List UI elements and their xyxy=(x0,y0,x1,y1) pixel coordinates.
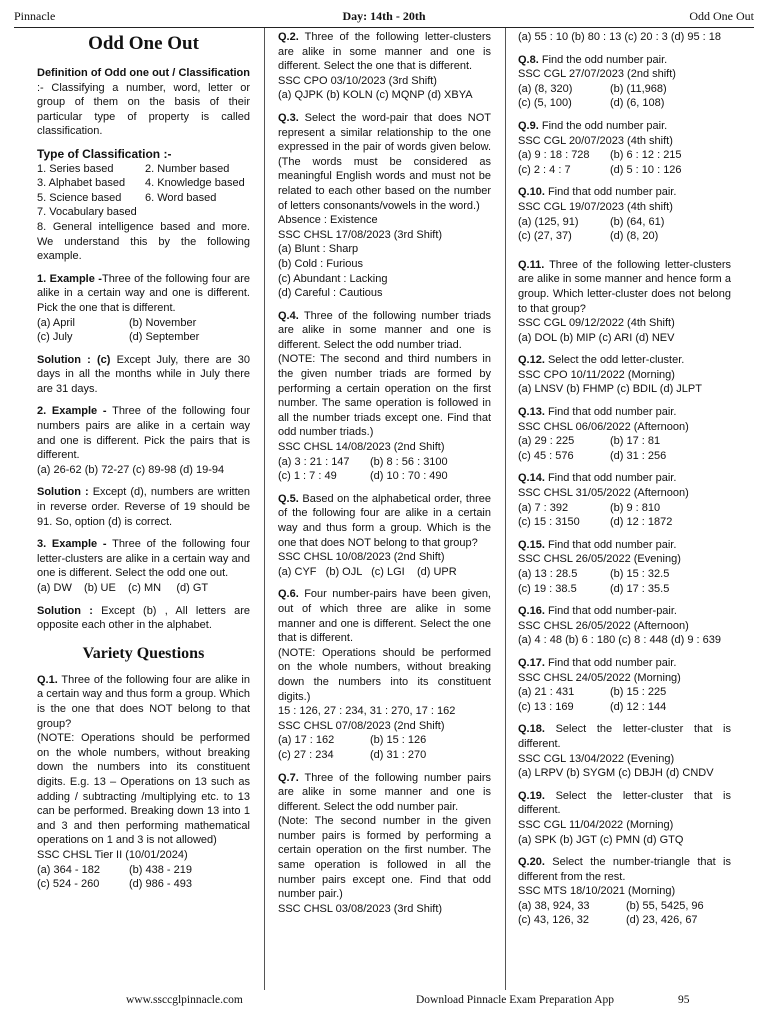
option: (d) 10 : 70 : 490 xyxy=(370,470,448,483)
solution-text: Except (b) , All letters are opposite each other in the alphabet. xyxy=(37,604,250,632)
question-16 xyxy=(518,604,731,619)
question-18 xyxy=(518,722,731,751)
type-item: 1. Series based xyxy=(37,162,114,175)
option: (c) 15 : 3150 xyxy=(518,516,580,529)
definition-label: Definition of Odd one out / Classification xyxy=(37,67,250,79)
question-text: Four number-pairs have been given, out of which three are alike in some manner and one is different. Select the one that is different. xyxy=(278,588,491,645)
question-11 xyxy=(518,258,731,316)
question-label: Q.18. xyxy=(518,723,545,736)
question-source: SSC MTS 18/10/2021 (Morning) xyxy=(518,885,676,898)
page-header xyxy=(14,9,754,27)
header-chapter: Odd One Out xyxy=(689,9,754,23)
option: (c) 19 : 38.5 xyxy=(518,582,577,595)
question-label: Q.12. xyxy=(518,354,545,367)
question-label: Q.17. xyxy=(518,656,545,669)
type-item: 8. General intelligence based and more. We understand this by the following example. xyxy=(37,220,250,263)
example-text: Three of the following four are alike in a certain way and one is different. Pick the one that is different. xyxy=(37,272,250,314)
question-4 xyxy=(278,309,491,353)
option: (b) (64, 61) xyxy=(610,215,665,228)
variety-heading: Variety Questions xyxy=(82,644,205,662)
solution-2 xyxy=(37,485,250,529)
question-source: SSC CHSL 14/08/2023 (2nd Shift) xyxy=(278,441,445,454)
option: (a) 7 : 392 xyxy=(518,501,569,514)
question-19-options: (a) SPK (b) JGT (c) PMN (d) GTQ xyxy=(518,833,684,846)
question-source: SSC CHSL 17/08/2023 (3rd Shift) xyxy=(278,228,443,241)
option: (b) Cold : Furious xyxy=(278,257,363,270)
type-item: 6. Word based xyxy=(145,191,217,204)
option: (d) September xyxy=(129,331,200,344)
solution-3 xyxy=(37,604,250,633)
question-source: SSC CGL 20/07/2023 (4th shift) xyxy=(518,134,673,147)
question-text: Select the letter-cluster that is different. xyxy=(518,789,731,817)
question-label: Q.5. xyxy=(278,492,299,505)
question-text: Find that odd number pair. xyxy=(544,186,677,199)
type-item: 3. Alphabet based xyxy=(37,177,126,190)
option: (c) (27, 37) xyxy=(518,230,572,243)
question-source: SSC CHSL 24/05/2022 (Morning) xyxy=(518,671,681,684)
option: (a) 3 : 21 : 147 xyxy=(278,455,350,468)
question-text: Based on the alphabetical order, three of the following four are alike in a certain way and thus form a group. Which is the one that does NOT belong to that group? xyxy=(278,492,491,549)
type-item: 4. Knowledge based xyxy=(145,177,245,190)
question-text: Find that odd number pair. xyxy=(544,656,677,669)
question-10-options xyxy=(518,215,731,244)
option: (d) 5 : 10 : 126 xyxy=(610,163,682,176)
header-day-range: Day: 14th - 20th xyxy=(342,9,426,23)
example-text: Three of the following four numbers pairs are alike in a certain way and one is different. Pick the pairs that is different. xyxy=(37,405,250,462)
example-1 xyxy=(37,272,250,316)
question-7-options: (a) 55 : 10 (b) 80 : 13 (c) 20 : 3 (d) 95 : 18 xyxy=(518,31,721,43)
question-text: Find the odd number pair. xyxy=(538,53,668,66)
question-label: Q.13. xyxy=(518,406,545,419)
option: (d) 31 : 270 xyxy=(370,748,427,761)
question-17 xyxy=(518,656,731,671)
question-2-options: (a) QJPK (b) KOLN (c) MQNP (d) XBYA xyxy=(278,89,473,102)
question-11-options: (a) DOL (b) MIP (c) ARI (d) NEV xyxy=(518,331,675,344)
question-5-options: (a) CYF (b) OJL (c) LGI (d) UPR xyxy=(278,565,457,578)
example-3-options: (a) DW (b) UE (c) MN (d) GT xyxy=(37,582,209,594)
question-text: Select the number-triangle that is different from the rest. xyxy=(518,856,731,883)
question-text: Find that odd number pair. xyxy=(544,406,677,419)
option: (d) 23, 426, 67 xyxy=(626,914,698,927)
question-label: Q.16. xyxy=(518,605,545,618)
question-text: Three of the following four are alike in a certain way and thus form a group. Which is the one that does NOT belong to that group? xyxy=(37,673,250,730)
option: (a) 9 : 18 : 728 xyxy=(518,149,590,162)
definition-text: :- Classifying a number, word, letter or group of them on the basis of their particular type of property is called classification. xyxy=(37,81,250,138)
option: (a) April xyxy=(37,316,75,329)
option: (c) 524 - 260 xyxy=(37,878,100,891)
option: (a) 21 : 431 xyxy=(518,686,575,699)
solution-label: Solution : xyxy=(37,486,89,499)
option: (c) (5, 100) xyxy=(518,97,572,110)
solution-label: Solution : xyxy=(37,604,93,617)
column-1 xyxy=(37,30,250,892)
option: (b) 55, 5425, 96 xyxy=(626,899,704,912)
example-2-options: (a) 26-62 (b) 72-27 (c) 89-98 (d) 19-94 xyxy=(37,463,225,476)
option: (a) (8, 320) xyxy=(518,82,573,95)
question-source: SSC CHSL 26/05/2022 (Evening) xyxy=(518,553,681,566)
example-2 xyxy=(37,404,250,462)
option: (c) 2 : 4 : 7 xyxy=(518,163,571,176)
option: (d) 17 : 35.5 xyxy=(610,582,670,595)
question-source: SSC CHSL 10/08/2023 (2nd Shift) xyxy=(278,551,445,564)
option: (c) 13 : 169 xyxy=(518,700,574,713)
question-text: Three of the following number pairs are alike in some manner and one is different. Select the odd number pair. xyxy=(278,771,491,813)
question-text: Find that odd number pair. xyxy=(544,538,677,551)
question-text: Select the letter-cluster that is different. xyxy=(518,723,731,750)
option: (a) 38, 924, 33 xyxy=(518,899,590,912)
question-20-options xyxy=(518,899,731,928)
option: (b) 15 : 126 xyxy=(370,734,427,747)
question-source: SSC CGL 11/04/2022 (Morning) xyxy=(518,818,674,831)
question-source: SSC CGL 09/12/2022 (4th Shift) xyxy=(518,317,675,330)
question-text: Three of the following letter-clusters are alike in some manner and one is different. Select the one that is different. xyxy=(278,31,491,73)
question-label: Q.10. xyxy=(518,186,545,199)
question-data: 15 : 126, 27 : 234, 31 : 270, 17 : 162 xyxy=(278,705,456,718)
example-label: 3. Example - xyxy=(37,538,107,551)
option: (b) 17 : 81 xyxy=(610,435,661,448)
option: (b) 15 : 32.5 xyxy=(610,568,670,580)
question-note: (NOTE: Operations should be performed on the whole numbers, without breaking down the numbers into its constituent digits. E.g. 13 – Operations on 13 such as adding / subtracting /multiplying etc. to 13 can be performed. Breaking down 13 into 1 and 3 and then performing mathematical operations on 1 and 3 is not allowed) xyxy=(37,732,250,847)
question-label: Q.7. xyxy=(278,771,299,784)
question-12-options: (a) LNSV (b) FHMP (c) BDIL (d) JLPT xyxy=(518,383,702,396)
option: (a) Blunt : Sharp xyxy=(278,243,359,256)
question-16-options: (a) 4 : 48 (b) 6 : 180 (c) 8 : 448 (d) 9 : 639 xyxy=(518,634,721,647)
option: (d) Careful : Cautious xyxy=(278,287,383,300)
question-13-options xyxy=(518,434,731,463)
question-source: SSC CHSL 03/08/2023 (3rd Shift) xyxy=(278,902,443,915)
question-text: Three of the following number triads are alike in some manner and one is different. Select the odd number triad. xyxy=(278,309,491,351)
question-label: Q.15. xyxy=(518,538,545,551)
definition-block xyxy=(37,66,250,139)
question-label: Q.1. xyxy=(37,673,58,686)
type-item: 2. Number based xyxy=(145,162,230,175)
question-source: SSC CGL 19/07/2023 (4th shift) xyxy=(518,200,673,213)
footer-app-promo: Download Pinnacle Exam Preparation App xyxy=(416,994,615,1006)
option: (c) 45 : 576 xyxy=(518,449,574,462)
header-rule xyxy=(14,27,754,28)
question-label: Q.9. xyxy=(518,119,539,132)
option: (a) 13 : 28.5 xyxy=(518,568,578,580)
question-text: Find that odd number-pair. xyxy=(544,605,677,618)
option: (d) (8, 20) xyxy=(610,230,659,243)
header-brand: Pinnacle xyxy=(14,9,56,23)
question-label: Q.19. xyxy=(518,789,545,802)
question-label: Q.20. xyxy=(518,856,545,869)
question-label: Q.3. xyxy=(278,111,299,124)
solution-1 xyxy=(37,353,250,397)
question-source: SSC CHSL 31/05/2022 (Afternoon) xyxy=(518,487,689,500)
question-17-options xyxy=(518,685,731,714)
question-14-options xyxy=(518,501,731,530)
question-10 xyxy=(518,185,731,200)
question-source: SSC CPO 10/11/2022 (Morning) xyxy=(518,368,675,381)
question-label: Q.14. xyxy=(518,472,545,485)
column-divider-1 xyxy=(264,28,265,990)
footer-website-link[interactable]: www.ssccglpinnacle.com xyxy=(126,994,243,1006)
question-8-options xyxy=(518,82,731,111)
question-label: Q.8. xyxy=(518,53,539,66)
option: (b) 438 - 219 xyxy=(129,863,192,876)
types-heading: Type of Classification :- xyxy=(37,146,172,161)
question-note: (Note: The second number in the given number pairs is formed by performing a certain operation on the first number. The same operation is followed in all the number pairs except one. Find that odd number pair.) xyxy=(278,815,491,901)
column-2 xyxy=(278,30,491,916)
example-text: Three of the following four letter-clusters are alike in a certain way and one is different. Select the odd one out. xyxy=(37,538,250,580)
solution-text: Except July, there are 30 days in all the months while in July there are 31 days. xyxy=(37,353,250,395)
option: (d) 31 : 256 xyxy=(610,449,667,462)
question-source: SSC CPO 03/10/2023 (3rd Shift) xyxy=(278,74,437,87)
example-1-options xyxy=(37,316,250,345)
question-15-options xyxy=(518,567,731,596)
example-label: 2. Example - xyxy=(37,405,107,418)
option: (d) 986 - 493 xyxy=(129,878,192,891)
question-text: Find that odd number pair. xyxy=(544,472,677,485)
option: (a) 29 : 225 xyxy=(518,435,575,448)
question-text: Three of the following letter-clusters are alike in some manner and hence form a group. Which letter-cluster does not belong to that group? xyxy=(518,258,731,315)
question-14 xyxy=(518,471,731,486)
question-note: (NOTE: Operations should be performed on the whole numbers, without breaking down the numbers into its constituent digits.) xyxy=(278,646,491,703)
type-item: 5. Science based xyxy=(37,191,122,204)
column-divider-2 xyxy=(505,28,506,990)
question-text: Select the word-pair that does NOT represent a similar relationship to the one expressed in the pair of words given below.(The words must be considered as meaningful English words and must not be related to each other based on the number of letters consonants/vowels in the word.) xyxy=(278,111,491,212)
question-1-options xyxy=(37,863,250,892)
question-pair: Absence : Existence xyxy=(278,214,378,227)
question-4-options xyxy=(278,455,491,484)
option: (c) 43, 126, 32 xyxy=(518,914,589,927)
question-20 xyxy=(518,855,731,884)
option: (a) 364 - 182 xyxy=(37,863,100,876)
option: (d) 12 : 144 xyxy=(610,700,667,713)
question-7 xyxy=(278,771,491,815)
question-text: Find the odd number pair. xyxy=(538,119,668,132)
option: (a) (125, 91) xyxy=(518,215,579,228)
solution-text: Except (d), numbers are written in reverse order. Reverse of 19 should be 91. So, option (d) is correct. xyxy=(37,486,250,528)
option: (b) 15 : 225 xyxy=(610,686,667,699)
question-label: Q.2. xyxy=(278,31,299,43)
option: (d) 12 : 1872 xyxy=(610,516,673,529)
question-source: SSC CHSL Tier II (10/01/2024) xyxy=(37,848,188,861)
option: (b) 9 : 810 xyxy=(610,501,661,514)
question-6-options xyxy=(278,733,491,762)
question-6 xyxy=(278,587,491,645)
question-source: SSC CHSL 06/06/2022 (Afternoon) xyxy=(518,420,689,433)
question-source: SSC CGL 27/07/2023 (2nd shift) xyxy=(518,68,676,81)
question-19 xyxy=(518,789,731,818)
question-label: Q.11. xyxy=(518,258,545,271)
question-2 xyxy=(278,30,491,74)
question-12 xyxy=(518,353,731,368)
question-9-options xyxy=(518,148,731,177)
question-label: Q.6. xyxy=(278,588,299,601)
page-title: Odd One Out xyxy=(88,33,199,54)
example-3 xyxy=(37,537,250,581)
option: (b) 8 : 56 : 3100 xyxy=(370,455,448,468)
page-footer xyxy=(14,993,754,1009)
question-source: SSC CGL 13/04/2022 (Evening) xyxy=(518,752,675,765)
question-13 xyxy=(518,405,731,420)
question-18-options: (a) LRPV (b) SYGM (c) DBJH (d) CNDV xyxy=(518,767,714,780)
question-3 xyxy=(278,111,491,213)
question-5 xyxy=(278,492,491,550)
question-label: Q.4. xyxy=(278,309,299,322)
question-source: SSC CHSL 26/05/2022 (Afternoon) xyxy=(518,619,689,632)
option: (c) Abundant : Lacking xyxy=(278,272,388,285)
question-8 xyxy=(518,53,731,68)
question-text: Select the odd letter-cluster. xyxy=(544,354,685,367)
option: (a) 17 : 162 xyxy=(278,734,335,747)
column-3 xyxy=(518,30,731,928)
option: (b) 6 : 12 : 215 xyxy=(610,149,682,162)
option: (b) November xyxy=(129,316,197,329)
question-15 xyxy=(518,538,731,553)
question-1 xyxy=(37,673,250,731)
question-9 xyxy=(518,119,731,134)
page-number: 95 xyxy=(678,994,690,1006)
option: (c) 27 : 234 xyxy=(278,748,334,761)
option: (b) (11,968) xyxy=(610,82,667,95)
example-label: 1. Example - xyxy=(37,272,102,285)
question-source: SSC CHSL 07/08/2023 (2nd Shift) xyxy=(278,719,445,732)
solution-label: Solution : (c) xyxy=(37,353,111,366)
types-list xyxy=(37,162,250,206)
option: (d) (6, 108) xyxy=(610,97,665,110)
option: (c) July xyxy=(37,331,73,344)
type-item: 7. Vocabulary based xyxy=(37,206,137,219)
question-note: (NOTE: The second and third numbers in the given number triads are formed by performing a certain operation on the first number. The same operation is followed in all the number triads except one. Find that odd number triads.) xyxy=(278,353,491,439)
option: (c) 1 : 7 : 49 xyxy=(278,470,337,483)
